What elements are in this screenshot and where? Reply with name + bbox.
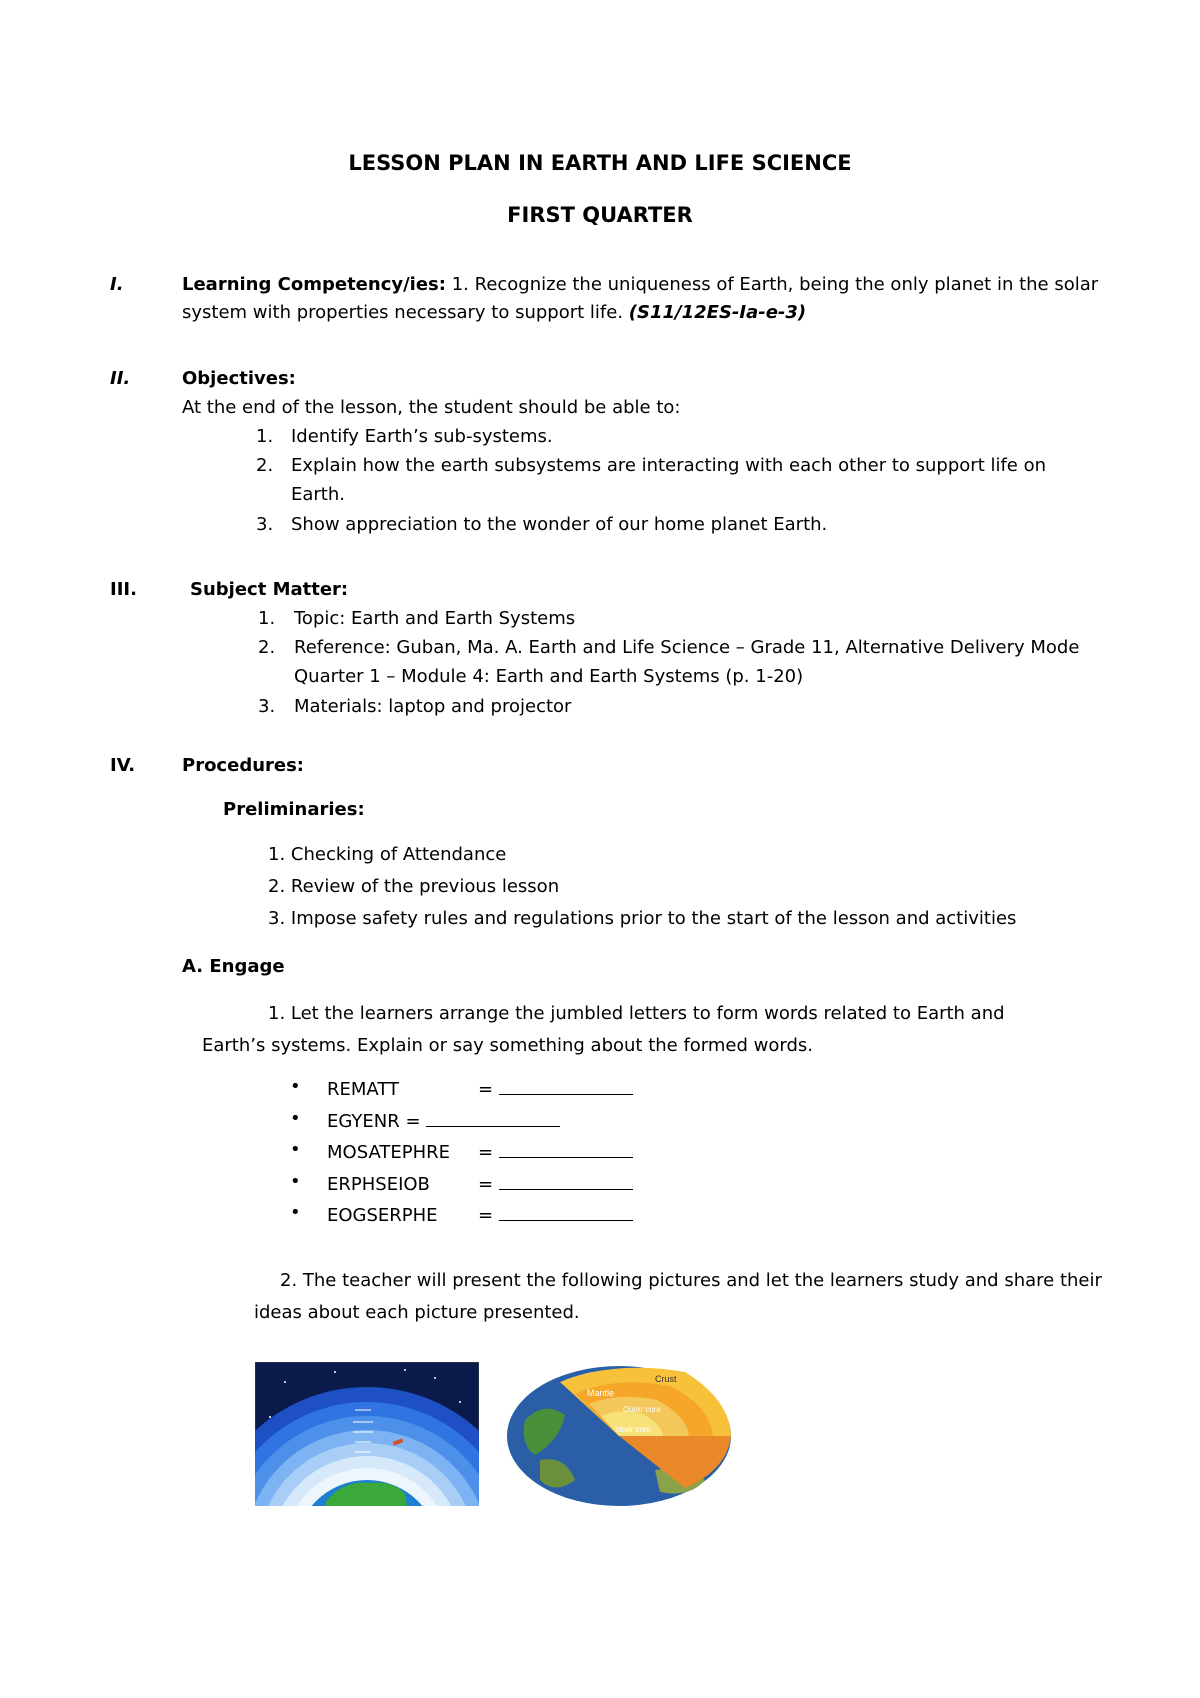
engage-instruction-1a: 1. Let the learners arrange the jumbled letters to form words related to Earth and	[268, 1003, 1005, 1024]
objective-num: 1.	[256, 426, 274, 447]
equals-sign: =	[478, 1174, 494, 1195]
jumbled-word: MOSATEPHRE	[327, 1142, 451, 1163]
section-1-line-1	[182, 272, 1098, 298]
subject-item: Materials: laptop and projector	[294, 696, 572, 717]
competency-code: (S11/12ES-Ia-e-3)	[628, 302, 807, 323]
engage-heading: A. Engage	[182, 956, 285, 977]
section-2-numeral: II.	[110, 368, 131, 389]
answer-line	[478, 1203, 633, 1229]
preliminaries-heading: Preliminaries:	[223, 799, 365, 820]
equals-sign: =	[405, 1111, 421, 1132]
section-3-numeral: III.	[110, 579, 137, 600]
section-1-text-a: 1. Recognize the uniqueness of Earth, being the only planet in the solar	[451, 274, 1099, 295]
answer-line	[327, 1109, 560, 1135]
subject-num: 1.	[258, 608, 276, 629]
page-subtitle: FIRST QUARTER	[507, 203, 693, 227]
bullet: •	[290, 1108, 301, 1129]
subject-num: 2.	[258, 637, 276, 658]
answer-blank[interactable]	[499, 1077, 633, 1095]
bullet: •	[290, 1202, 301, 1223]
answer-line	[478, 1140, 633, 1166]
answer-line	[478, 1172, 633, 1198]
objective-item-continued: Earth.	[291, 484, 345, 505]
section-2-heading: Objectives:	[182, 368, 296, 389]
jumbled-word: EOGSERPHE	[327, 1205, 438, 1226]
equals-sign: =	[478, 1079, 494, 1100]
jumbled-word: ERPHSEIOB	[327, 1174, 430, 1195]
inner-core-label: Inner core	[615, 1425, 652, 1434]
subject-item: Topic: Earth and Earth Systems	[294, 608, 576, 629]
equals-sign: =	[478, 1142, 494, 1163]
engage-instruction-2a: 2. The teacher will present the following pictures and let the learners study and share their	[280, 1270, 1102, 1291]
objective-item: Show appreciation to the wonder of our home planet Earth.	[291, 514, 828, 535]
section-1-text-b: system with properties necessary to support life.	[182, 302, 624, 323]
engage-instruction-2b: ideas about each picture presented.	[254, 1302, 580, 1323]
atmosphere-layers-image	[255, 1362, 479, 1506]
earth-interior-icon	[505, 1360, 733, 1508]
preliminary-item: 1. Checking of Attendance	[268, 844, 507, 865]
bullet: •	[290, 1076, 301, 1097]
subject-item: Reference: Guban, Ma. A. Earth and Life Science – Grade 11, Alternative Delivery Mode	[294, 637, 1080, 658]
section-1-numeral: I.	[110, 274, 124, 295]
section-4-heading: Procedures:	[182, 755, 305, 776]
objective-num: 2.	[256, 455, 274, 476]
section-1-line-2	[182, 300, 806, 326]
answer-line	[478, 1077, 633, 1103]
outer-core-label: Outer core	[623, 1405, 661, 1414]
answer-blank[interactable]	[426, 1109, 560, 1127]
preliminary-item: 2. Review of the previous lesson	[268, 876, 560, 897]
bullet: •	[290, 1171, 301, 1192]
subject-num: 3.	[258, 696, 276, 717]
earth-interior-image	[505, 1360, 733, 1508]
section-1-heading: Learning Competency/ies:	[182, 274, 446, 295]
answer-blank[interactable]	[499, 1172, 633, 1190]
section-3-heading: Subject Matter:	[190, 579, 349, 600]
jumbled-word: REMATT	[327, 1079, 399, 1100]
engage-instruction-1b: Earth’s systems. Explain or say something about the formed words.	[202, 1035, 813, 1056]
page-title: LESSON PLAN IN EARTH AND LIFE SCIENCE	[348, 151, 852, 175]
preliminary-item: 3. Impose safety rules and regulations prior to the start of the lesson and activities	[268, 908, 1017, 929]
answer-blank[interactable]	[499, 1203, 633, 1221]
mantle-label: Mantle	[587, 1388, 615, 1398]
jumbled-word: EGYENR	[327, 1111, 400, 1132]
objectives-intro: At the end of the lesson, the student should be able to:	[182, 397, 681, 418]
objective-num: 3.	[256, 514, 274, 535]
crust-label: Crust	[655, 1374, 677, 1384]
objective-item: Identify Earth’s sub-systems.	[291, 426, 553, 447]
answer-blank[interactable]	[499, 1140, 633, 1158]
section-4-numeral: IV.	[110, 755, 136, 776]
equals-sign: =	[478, 1205, 494, 1226]
objective-item: Explain how the earth subsystems are interacting with each other to support life on	[291, 455, 1047, 476]
atmosphere-layers-icon	[255, 1362, 479, 1506]
subject-item-continued: Quarter 1 – Module 4: Earth and Earth Systems (p. 1-20)	[294, 666, 804, 687]
bullet: •	[290, 1139, 301, 1160]
